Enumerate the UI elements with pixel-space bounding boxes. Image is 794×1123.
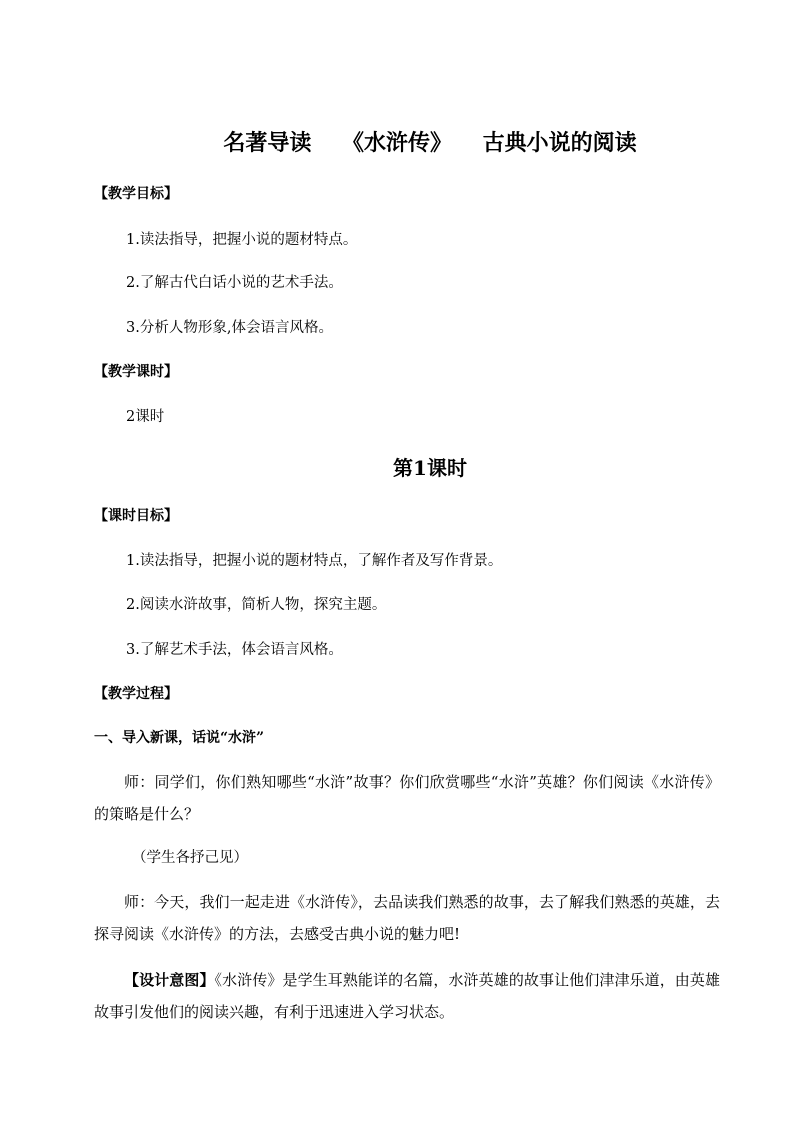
hours-value: 2课时 (126, 409, 165, 425)
design-intent-text: 《水浒传》是学生耳熟能详的名篇，水浒英雄的故事让他们津津乐道，由英雄故事引发他们的阅读兴趣，有利于迅速进入学习状态。 (94, 971, 720, 1021)
lesson-goal-item-3: 3.了解艺术手法，体会语言风格。 (126, 642, 343, 658)
goal-item-3: 3.分析人物形象,体会语言风格。 (126, 320, 333, 336)
paragraph-2: 师：今天，我们一起走进《水浒传》，去品读我们熟悉的故事，去了解我们熟悉的英雄，去探寻阅读《水浒传》的方法，去感受古典小说的魅力吧! (94, 893, 720, 943)
lesson-goals-heading: 【课时目标】 (94, 508, 178, 524)
lesson-goal-item-1: 1.读法指导，把握小说的题材特点，了解作者及写作背景。 (126, 553, 503, 569)
process-heading: 【教学过程】 (94, 686, 178, 702)
section1-heading: 一、导入新课，话说“水浒” (94, 730, 265, 746)
design-intent-paragraph (94, 964, 720, 1028)
student-note: （学生各抒己见） (132, 850, 248, 866)
goal-item-2: 2.了解古代白话小说的艺术手法。 (126, 275, 343, 291)
document-title: 名著导读 《水浒传》 古典小说的阅读 (223, 130, 637, 156)
lesson-goal-item-2: 2.阅读水浒故事，简析人物，探究主题。 (126, 597, 387, 613)
goals-heading: 【教学目标】 (94, 186, 178, 202)
lesson-title: 第1课时 (393, 456, 467, 480)
hours-heading: 【教学课时】 (94, 364, 178, 380)
design-intent-label: 【设计意图】 (124, 971, 215, 989)
paragraph-1: 师：同学们，你们熟知哪些“水浒”故事？你们欣赏哪些“水浒”英雄？你们阅读《水浒传》的策略是什么？ (94, 773, 720, 823)
goal-item-1: 1.读法指导，把握小说的题材特点。 (126, 232, 358, 248)
